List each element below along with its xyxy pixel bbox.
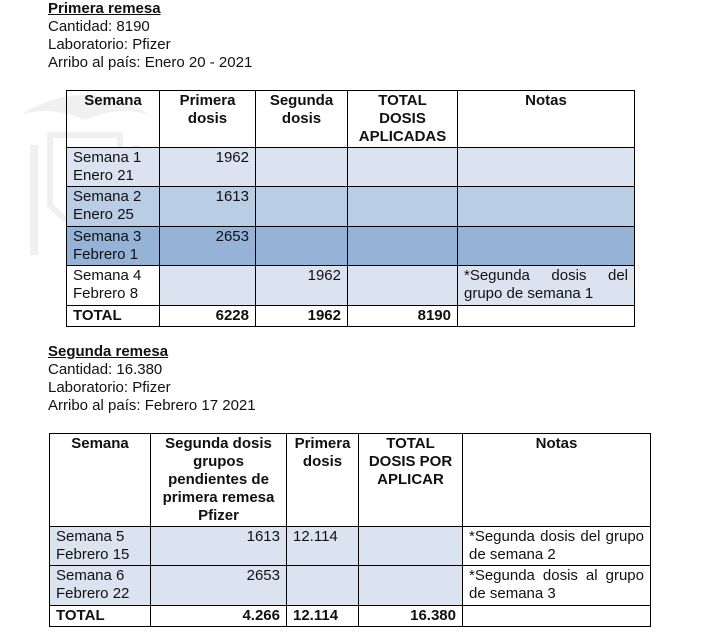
total-por-aplicar: 16.380 <box>359 606 463 627</box>
notas-cell <box>458 187 635 227</box>
col-header: Segunda dosis grupos pendientes de primera remesa Pfizer <box>151 434 287 527</box>
remesa1-info <box>48 0 252 72</box>
remesa1-table <box>66 90 635 327</box>
table-row <box>67 266 635 306</box>
col-header: Segunda dosis <box>256 91 348 148</box>
total-primera: 6228 <box>160 306 256 327</box>
total-label: TOTAL <box>50 606 151 627</box>
remesa2-cantidad: Cantidad: 16.380 <box>48 361 163 378</box>
remesa2-laboratorio: Laboratorio: Pfizer <box>48 379 171 396</box>
segunda-dosis-cell <box>256 187 348 227</box>
primera-dosis-cell: 1962 <box>160 148 256 187</box>
col-header: Notas <box>463 434 651 527</box>
total-primera: 12.114 <box>287 606 359 627</box>
total-label: TOTAL <box>67 306 160 327</box>
table-row <box>50 566 651 606</box>
remesa1-cantidad: Cantidad: 8190 <box>48 18 150 35</box>
notas-cell: *Segunda dosis del grupo de semana 2 <box>463 527 651 566</box>
total-segunda: 1962 <box>256 306 348 327</box>
total-cell <box>348 266 458 306</box>
col-header: Semana <box>50 434 151 527</box>
semana-cell: Semana 1 Enero 21 <box>67 148 160 187</box>
table-row <box>67 148 635 187</box>
col-header: TOTAL DOSIS POR APLICAR <box>359 434 463 527</box>
total-row <box>67 306 635 327</box>
segunda-dosis-cell <box>256 148 348 187</box>
total-aplicadas: 8190 <box>348 306 458 327</box>
notas-cell <box>458 227 635 266</box>
col-header: Semana <box>67 91 160 148</box>
segunda-dosis-cell <box>256 227 348 266</box>
segunda-dosis-cell: 1613 <box>151 527 287 566</box>
semana-cell: Semana 2 Enero 25 <box>67 187 160 227</box>
total-cell <box>359 566 463 606</box>
remesa1-arribo: Arribo al país: Enero 20 - 2021 <box>48 54 253 71</box>
segunda-dosis-cell: 2653 <box>151 566 287 606</box>
semana-cell: Semana 4 Febrero 8 <box>67 266 160 306</box>
primera-dosis-cell <box>287 566 359 606</box>
semana-cell: Semana 6 Febrero 22 <box>50 566 151 606</box>
remesa2-header-row <box>50 434 651 527</box>
total-cell <box>359 527 463 566</box>
total-segunda: 4.266 <box>151 606 287 627</box>
primera-dosis-cell: 12.114 <box>287 527 359 566</box>
remesa1-header-row <box>67 91 635 148</box>
remesa2-info <box>48 343 256 415</box>
table-row <box>50 527 651 566</box>
col-header: TOTAL DOSIS APLICADAS <box>348 91 458 148</box>
total-notas <box>458 306 635 327</box>
total-cell <box>348 148 458 187</box>
notas-cell: *Segunda dosis del grupo de semana 1 <box>458 266 635 306</box>
col-header: Primera dosis <box>160 91 256 148</box>
total-row <box>50 606 651 627</box>
col-header: Notas <box>458 91 635 148</box>
remesa1-laboratorio: Laboratorio: Pfizer <box>48 36 171 53</box>
remesa2-title: Segunda remesa <box>48 343 169 360</box>
segunda-dosis-cell: 1962 <box>256 266 348 306</box>
total-cell <box>348 187 458 227</box>
remesa1-title: Primera remesa <box>48 0 161 17</box>
remesa2-arribo: Arribo al país: Febrero 17 2021 <box>48 397 256 414</box>
table-row <box>67 187 635 227</box>
col-header: Primera dosis <box>287 434 359 527</box>
primera-dosis-cell <box>160 266 256 306</box>
primera-dosis-cell: 1613 <box>160 187 256 227</box>
notas-cell <box>458 148 635 187</box>
primera-dosis-cell: 2653 <box>160 227 256 266</box>
table-row <box>67 227 635 266</box>
remesa2-table <box>49 433 651 627</box>
semana-cell: Semana 5 Febrero 15 <box>50 527 151 566</box>
semana-cell: Semana 3 Febrero 1 <box>67 227 160 266</box>
total-cell <box>348 227 458 266</box>
notas-cell: *Segunda dosis al grupo de semana 3 <box>463 566 651 606</box>
total-notas <box>463 606 651 627</box>
